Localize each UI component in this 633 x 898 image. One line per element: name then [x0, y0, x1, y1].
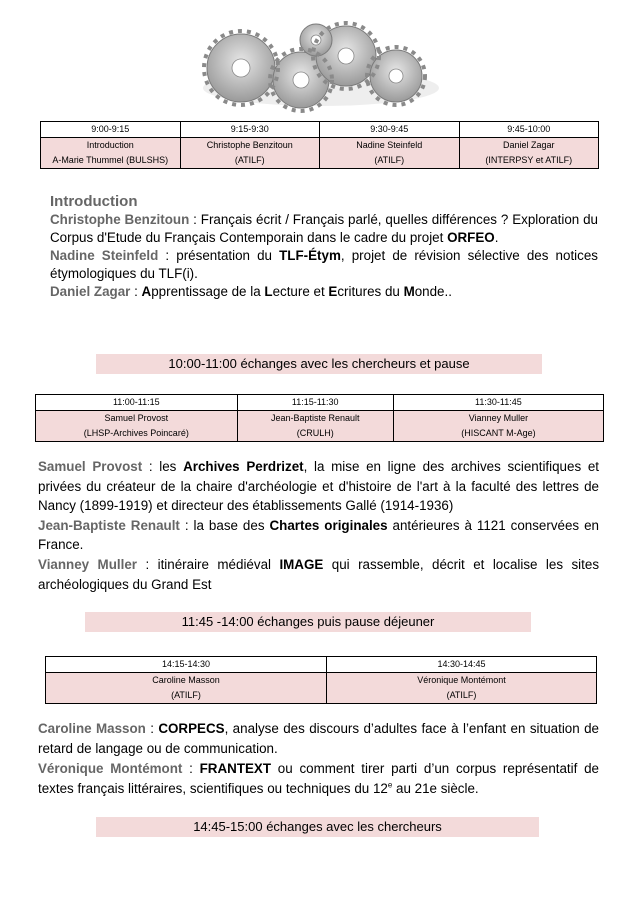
- break-banner: 10:00-11:00 échanges avec les chercheurs et pause: [96, 354, 542, 374]
- abstract-masson: Caroline Masson : CORPECS, analyse des discours d’adultes face à l’enfant en situation de retard de langage ou de communication.: [38, 721, 599, 756]
- time-slot: 9:30-9:45: [320, 122, 460, 138]
- intro-heading: Introduction: [50, 193, 138, 210]
- speaker-name: Samuel Provost: [36, 411, 238, 427]
- speaker-name: Daniel Zagar: [459, 138, 599, 154]
- speaker-affiliation: (ATILF): [327, 688, 597, 704]
- abstract-provost: Samuel Provost : les Archives Perdrizet, la mise en ligne des archives scientifiques et privées du créateur de la chaire d'archéologie et d'histoire de l'art à la faculté des lettres de Nancy (1899-1919) et directeur des établissements Gallé (1914-1936): [38, 459, 599, 514]
- time-slot: 9:00-9:15: [41, 122, 181, 138]
- project-name: FRANTEXT: [199, 761, 272, 776]
- time-slot: 9:15-9:30: [180, 122, 320, 138]
- speaker-affiliation: (ATILF): [46, 688, 327, 704]
- speaker-affiliation: (ATILF): [320, 153, 460, 169]
- project-name: CORPECS: [158, 721, 225, 736]
- speaker-name: Jean-Baptiste Renault: [237, 411, 393, 427]
- speaker-name: Caroline Masson: [38, 721, 146, 736]
- speaker-affiliation: (ATILF): [180, 153, 320, 169]
- speaker-name: Véronique Montémont: [327, 673, 597, 689]
- project-name: TLF-Étym: [279, 248, 341, 263]
- speaker-affiliation: (CRULH): [237, 426, 393, 442]
- abstracts-afternoon: [38, 719, 599, 799]
- abstract-steinfeld: Nadine Steinfeld : présentation du TLF-Étym, projet de révision sélective des notices étymologiques du TLF(i).: [50, 248, 598, 281]
- project-name: Chartes originales: [269, 517, 388, 533]
- abstracts-late-morning: [38, 457, 599, 594]
- speaker-affiliation: (INTERPSY et ATILF): [459, 153, 599, 169]
- break-banner: 14:45-15:00 échanges avec les chercheurs: [96, 817, 539, 837]
- abstracts-morning: [50, 193, 598, 301]
- abstract-renault: Jean-Baptiste Renault : la base des Chartes originales antérieures à 1121 conservées en France.: [38, 517, 599, 553]
- speaker-name: Caroline Masson: [46, 673, 327, 689]
- time-slot: 14:15-14:30: [46, 657, 327, 673]
- abstract-benzitoun: Christophe Benzitoun : Français écrit / Français parlé, quelles différences ? Exploration du Corpus d'Etude du Français Contemporain dans le cadre du projet ORFEO.: [50, 212, 598, 245]
- speaker-name: Nadine Steinfeld: [50, 248, 159, 263]
- speaker-affiliation: A-Marie Thummel (BULSHS): [41, 153, 181, 169]
- abstract-zagar: Daniel Zagar : Apprentissage de la Lecture et Ecritures du Monde..: [50, 284, 452, 299]
- schedule-table-morning: [40, 121, 599, 169]
- speaker-name: Introduction: [41, 138, 181, 154]
- time-slot: 9:45-10:00: [459, 122, 599, 138]
- speaker-name: Christophe Benzitoun: [180, 138, 320, 154]
- time-slot: 11:00-11:15: [36, 395, 238, 411]
- project-name: ORFEO: [447, 230, 495, 245]
- speaker-name: Samuel Provost: [38, 459, 143, 474]
- speaker-name: Christophe Benzitoun: [50, 212, 190, 227]
- abstract-montemont: Véronique Montémont : FRANTEXT ou comment tirer parti d’un corpus représentatif de textes français littéraires, scientifiques ou techniques du 12e au 21e siècle.: [38, 761, 600, 796]
- speaker-name: Nadine Steinfeld: [320, 138, 460, 154]
- time-slot: 11:30-11:45: [393, 395, 603, 411]
- project-name: Archives Perdrizet: [183, 459, 304, 474]
- time-slot: 11:15-11:30: [237, 395, 393, 411]
- schedule-table-afternoon: [45, 656, 597, 704]
- speaker-affiliation: (HISCANT M-Age): [393, 426, 603, 442]
- speaker-name: Jean-Baptiste Renault: [38, 517, 180, 533]
- schedule-table-late-morning: [35, 394, 604, 442]
- speaker-affiliation: (LHSP-Archives Poincaré): [36, 426, 238, 442]
- speaker-name: Daniel Zagar: [50, 284, 131, 299]
- time-slot: 14:30-14:45: [327, 657, 597, 673]
- break-banner: 11:45 -14:00 échanges puis pause déjeuner: [85, 612, 531, 632]
- project-name: IMAGE: [279, 556, 324, 572]
- speaker-name: Véronique Montémont: [38, 761, 183, 776]
- abstract-muller: Vianney Muller : itinéraire médiéval IMAGE qui rassemble, décrit et localise les sites archéologiques du Grand Est: [38, 556, 600, 592]
- speaker-name: Vianney Muller: [38, 556, 137, 572]
- gears-banner-image: [196, 18, 446, 118]
- speaker-name: Vianney Muller: [393, 411, 603, 427]
